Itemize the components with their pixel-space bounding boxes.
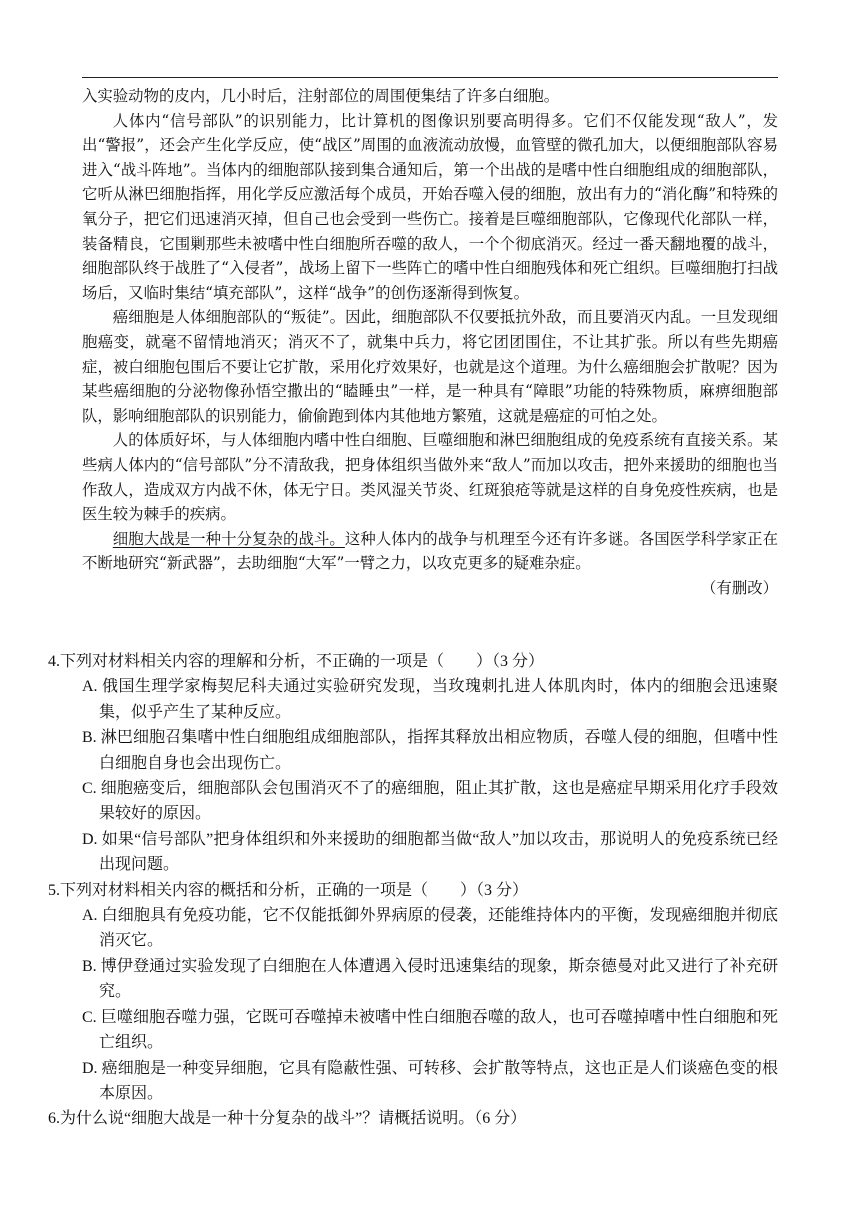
passage-paragraph-1: 入实验动物的皮内，几小时后，注射部位的周围便集结了许多白细胞。	[82, 87, 560, 105]
question-5-option-c: C. 巨噬细胞吞噬力强，它既可吞噬掉未被嗜中性白细胞吞噬的敌人，也可吞噬掉嗜中性白细胞和死亡组织。	[82, 1008, 778, 1052]
top-divider	[82, 77, 778, 78]
question-4-option-a: A. 俄国生理学家梅契尼科夫通过实验研究发现，当玫瑰刺扎进人体肌肉时，体内的细胞会迅速聚集，似乎产生了某种反应。	[82, 678, 778, 721]
passage-paragraph-2: 人体内“信号部队”的识别能力，比计算机的图像识别要高明得多。它们不仅能发现“敌人”，发出“警报”，还会产生化学反应，使“战区”周围的血液流动放慢，血管壁的微孔加大，以便细胞部队容易进入“战斗阵地”。当体内的细胞部队接到集合通知后，第一个出战的是嗜中性白细胞组成的细胞部队，它听从淋巴细胞指挥，用化学反应激活每个成员，开始吞噬入侵的细胞，放出有力的“消化酶”和特殊的氧分子，把它们迅速消灭掉，但自己也会受到一些伤亡。接着是巨噬细胞部队，它像现代化部队一样，装备精良，它围剿那些未被嗜中性白细胞所吞噬的敌人，一个个彻底消灭。经过一番天翻地覆的战斗，细胞部队终于战胜了“入侵者”，战场上留下一些阵亡的嗜中性白细胞残体和死亡组织。巨噬细胞打扫战场后，又临时集结“填充部队”，这样“战争”的创伤逐渐得到恢复。	[82, 111, 778, 302]
question-4-stem: 4.下列对材料相关内容的理解和分析，不正确的一项是（ ）（3 分）	[48, 653, 545, 670]
question-4-option-d: D. 如果“信号部队”把身体组织和外来援助的细胞都当做“敌人”加以攻击，那说明人的免疫系统已经出现问题。	[82, 830, 778, 874]
passage-paragraph-3: 癌细胞是人体细胞部队的“叛徒”。因此，细胞部队不仅要抵抗外敌，而且要消灭内乱。一旦发现细胞癌变，就毫不留情地消灭；消灭不了，就集中兵力，将它团团围住，不让其扩张。所以有些先期癌症，被白细胞包围后不要让它扩散，采用化疗效果好，也就是这个道理。为什么癌细胞会扩散呢？因为某些癌细胞的分泌物像孙悟空撒出的“瞌睡虫”一样，是一种具有“障眼”功能的特殊物质，麻痹细胞部队，影响细胞部队的识别能力，偷偷跑到体内其他地方繁殖，这就是癌症的可怕之处。	[82, 308, 778, 425]
passage-paragraph-4: 人的体质好坏，与人体细胞内嗜中性白细胞、巨噬细胞和淋巴细胞组成的免疫系统有直接关系。某些病人体内的“信号部队”分不清敌我，把身体组织当做外来“敌人”而加以攻击，把外来援助的细胞也当作敌人，造成双方内战不休，体无宁日。类风湿关节炎、红斑狼疮等就是这样的自身免疫性疾病，也是医生较为棘手的疾病。	[82, 431, 778, 524]
passage-paragraph-5-rest: 这种人体内的战争与机理至今还有许多谜。各国医学科学家正在不断地研究“新武器”，去助细胞“大军”一臂之力，以攻克更多的疑难杂症。	[82, 529, 778, 573]
question-5-option-b: B. 博伊登通过实验发现了白细胞在人体遭遇入侵时迅速集结的现象，斯奈德曼对此又进行了补充研究。	[82, 957, 778, 1001]
passage-paragraph-5	[82, 527, 778, 576]
question-4-option-c: C. 细胞癌变后，细胞部队会包围消灭不了的癌细胞，阻止其扩散，这也是癌症早期采用化疗手段效果较好的原因。	[82, 780, 778, 823]
question-4-option-b: B. 淋巴细胞召集嗜中性白细胞组成细胞部队，指挥其释放出相应物质，吞噬人侵的细胞，但嗜中性白细胞自身也会出现伤亡。	[82, 729, 778, 772]
underlined-key-sentence: 细胞大战是一种十分复杂的战斗。	[112, 529, 345, 548]
source-note: （有删改）	[701, 578, 778, 597]
question-5-stem: 5.下列对材料相关内容的概括和分析，正确的一项是（ ）（3 分）	[48, 881, 529, 899]
question-6-stem: 6.为什么说“细胞大战是一种十分复杂的战斗”？请概括说明。（6 分）	[48, 1110, 527, 1128]
question-5-option-d: D. 癌细胞是一种变异细胞，它具有隐蔽性强、可转移、会扩散等特点，这也正是人们谈癌色变的根本原因。	[82, 1059, 778, 1102]
question-5-option-a: A. 白细胞具有免疫功能，它不仅能抵御外界病原的侵袭，还能维持体内的平衡，发现癌细胞并彻底消灭它。	[82, 907, 778, 950]
reading-passage	[82, 84, 778, 600]
question-section	[48, 649, 778, 1132]
